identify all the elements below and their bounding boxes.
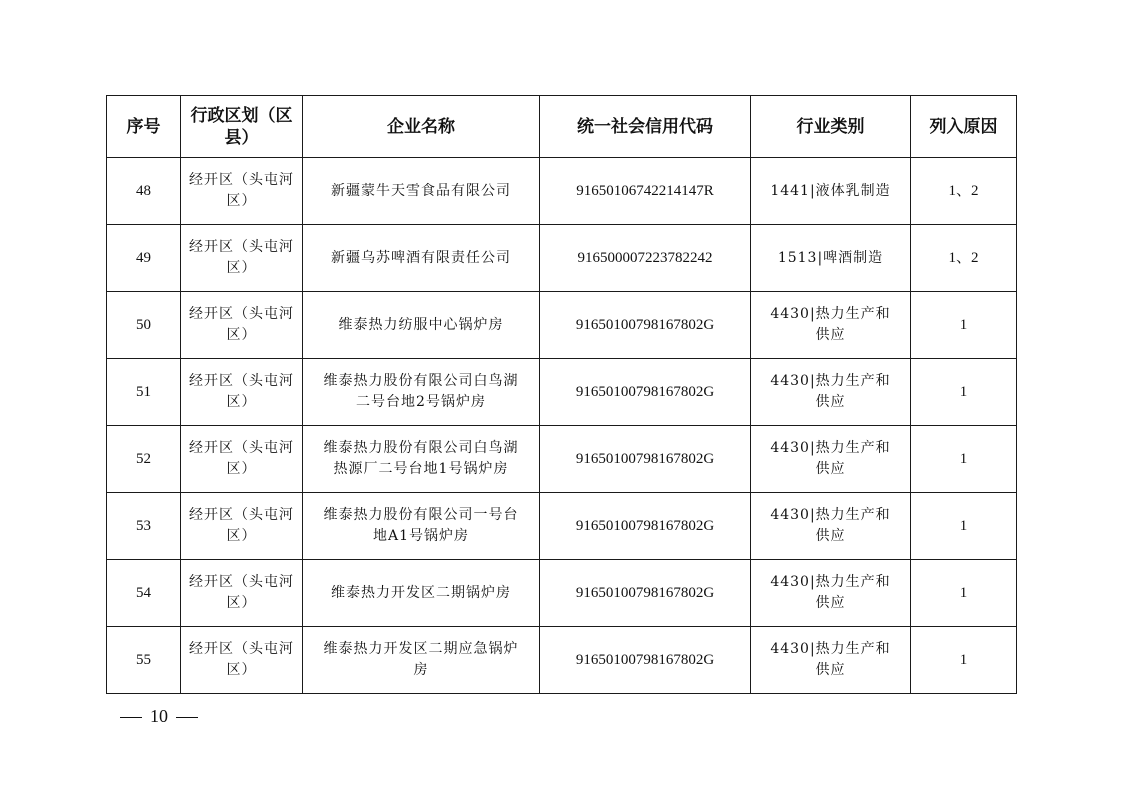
cell-serial-number: 54	[107, 560, 181, 627]
footer-dash-right	[176, 717, 198, 718]
cell-credit-code: 91650100798167802G	[540, 359, 751, 426]
header-credit-code: 统一社会信用代码	[540, 96, 751, 158]
cell-credit-code: 91650100798167802G	[540, 627, 751, 694]
table-row	[107, 225, 1017, 292]
header-serial-number: 序号	[107, 96, 181, 158]
cell-credit-code: 91650100798167802G	[540, 493, 751, 560]
header-reason: 列入原因	[911, 96, 1017, 158]
cell-district: 经开区（头屯河区）	[181, 292, 303, 359]
cell-reason: 1	[911, 560, 1017, 627]
cell-district: 经开区（头屯河区）	[181, 560, 303, 627]
cell-industry: 4430|热力生产和供应	[751, 359, 911, 426]
footer-dash-left	[120, 717, 142, 718]
cell-company-name: 维泰热力股份有限公司白鸟湖热源厂二号台地1号锅炉房	[303, 426, 540, 493]
cell-serial-number: 53	[107, 493, 181, 560]
cell-reason: 1	[911, 493, 1017, 560]
cell-serial-number: 48	[107, 158, 181, 225]
table-row	[107, 426, 1017, 493]
header-district: 行政区划（区县）	[181, 96, 303, 158]
cell-company-name: 维泰热力开发区二期应急锅炉房	[303, 627, 540, 694]
header-company-name: 企业名称	[303, 96, 540, 158]
cell-industry: 4430|热力生产和供应	[751, 426, 911, 493]
cell-company-name: 维泰热力纺服中心锅炉房	[303, 292, 540, 359]
cell-serial-number: 55	[107, 627, 181, 694]
cell-serial-number: 51	[107, 359, 181, 426]
table-row	[107, 359, 1017, 426]
cell-credit-code: 916500007223782242	[540, 225, 751, 292]
cell-serial-number: 49	[107, 225, 181, 292]
cell-reason: 1	[911, 292, 1017, 359]
table-row	[107, 627, 1017, 694]
cell-reason: 1	[911, 426, 1017, 493]
cell-credit-code: 91650100798167802G	[540, 426, 751, 493]
cell-company-name: 维泰热力股份有限公司一号台地A1号锅炉房	[303, 493, 540, 560]
cell-industry: 4430|热力生产和供应	[751, 493, 911, 560]
cell-district: 经开区（头屯河区）	[181, 426, 303, 493]
page-footer	[112, 706, 206, 727]
cell-reason: 1、2	[911, 225, 1017, 292]
cell-reason: 1、2	[911, 158, 1017, 225]
cell-company-name: 新疆乌苏啤酒有限责任公司	[303, 225, 540, 292]
header-industry: 行业类别	[751, 96, 911, 158]
table-row	[107, 560, 1017, 627]
cell-credit-code: 91650100798167802G	[540, 292, 751, 359]
cell-credit-code: 91650100798167802G	[540, 560, 751, 627]
cell-industry: 4430|热力生产和供应	[751, 560, 911, 627]
table-header-row	[107, 96, 1017, 158]
enterprise-table	[106, 95, 1017, 694]
cell-serial-number: 52	[107, 426, 181, 493]
table-row	[107, 493, 1017, 560]
cell-industry: 4430|热力生产和供应	[751, 292, 911, 359]
cell-district: 经开区（头屯河区）	[181, 225, 303, 292]
cell-industry: 1441|液体乳制造	[751, 158, 911, 225]
cell-reason: 1	[911, 627, 1017, 694]
cell-district: 经开区（头屯河区）	[181, 627, 303, 694]
table-row	[107, 158, 1017, 225]
cell-company-name: 维泰热力开发区二期锅炉房	[303, 560, 540, 627]
cell-serial-number: 50	[107, 292, 181, 359]
cell-district: 经开区（头屯河区）	[181, 493, 303, 560]
cell-industry: 1513|啤酒制造	[751, 225, 911, 292]
cell-company-name: 维泰热力股份有限公司白鸟湖二号台地2号锅炉房	[303, 359, 540, 426]
cell-company-name: 新疆蒙牛天雪食品有限公司	[303, 158, 540, 225]
enterprise-table-container	[106, 95, 1016, 694]
page-number: 10	[150, 706, 168, 726]
table-row	[107, 292, 1017, 359]
cell-district: 经开区（头屯河区）	[181, 359, 303, 426]
cell-district: 经开区（头屯河区）	[181, 158, 303, 225]
cell-credit-code: 91650106742214147R	[540, 158, 751, 225]
cell-industry: 4430|热力生产和供应	[751, 627, 911, 694]
cell-reason: 1	[911, 359, 1017, 426]
